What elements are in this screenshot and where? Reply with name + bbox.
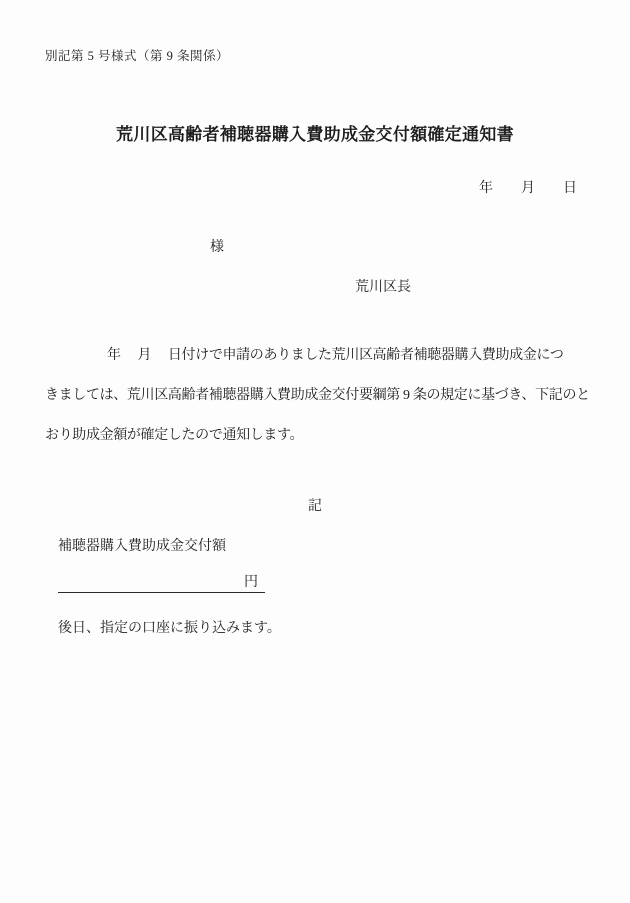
grant-amount-label: 補聴器購入費助成金交付額: [58, 539, 226, 554]
bank-transfer-note: 後日、指定の口座に振り込みます。: [58, 621, 281, 636]
section-marker-ki: 記: [308, 499, 322, 514]
body-line-1: 年 月 日付けで申請のありました荒川区高齢者補聴器購入費助成金につ: [107, 348, 564, 363]
amount-unit-label: 円: [244, 575, 258, 590]
form-number-label: 別記第 5 号様式（第 9 条関係）: [45, 49, 230, 63]
sender-name: 荒川区長: [355, 280, 411, 295]
addressee-honorific: 様: [210, 240, 224, 255]
document-title: 荒川区高齢者補聴器購入費助成金交付額確定通知書: [116, 125, 514, 144]
issue-date-line: 年 月 日: [479, 181, 577, 196]
body-paragraph: [45, 336, 595, 456]
grant-amount-blank-line: [58, 573, 265, 593]
body-line-3: おり助成金額が確定したので通知します。: [45, 428, 304, 443]
body-line-2: きましては、荒川区高齢者補聴器購入費助成金交付要綱第 9 条の規定に基づき、下記のと: [45, 388, 590, 403]
